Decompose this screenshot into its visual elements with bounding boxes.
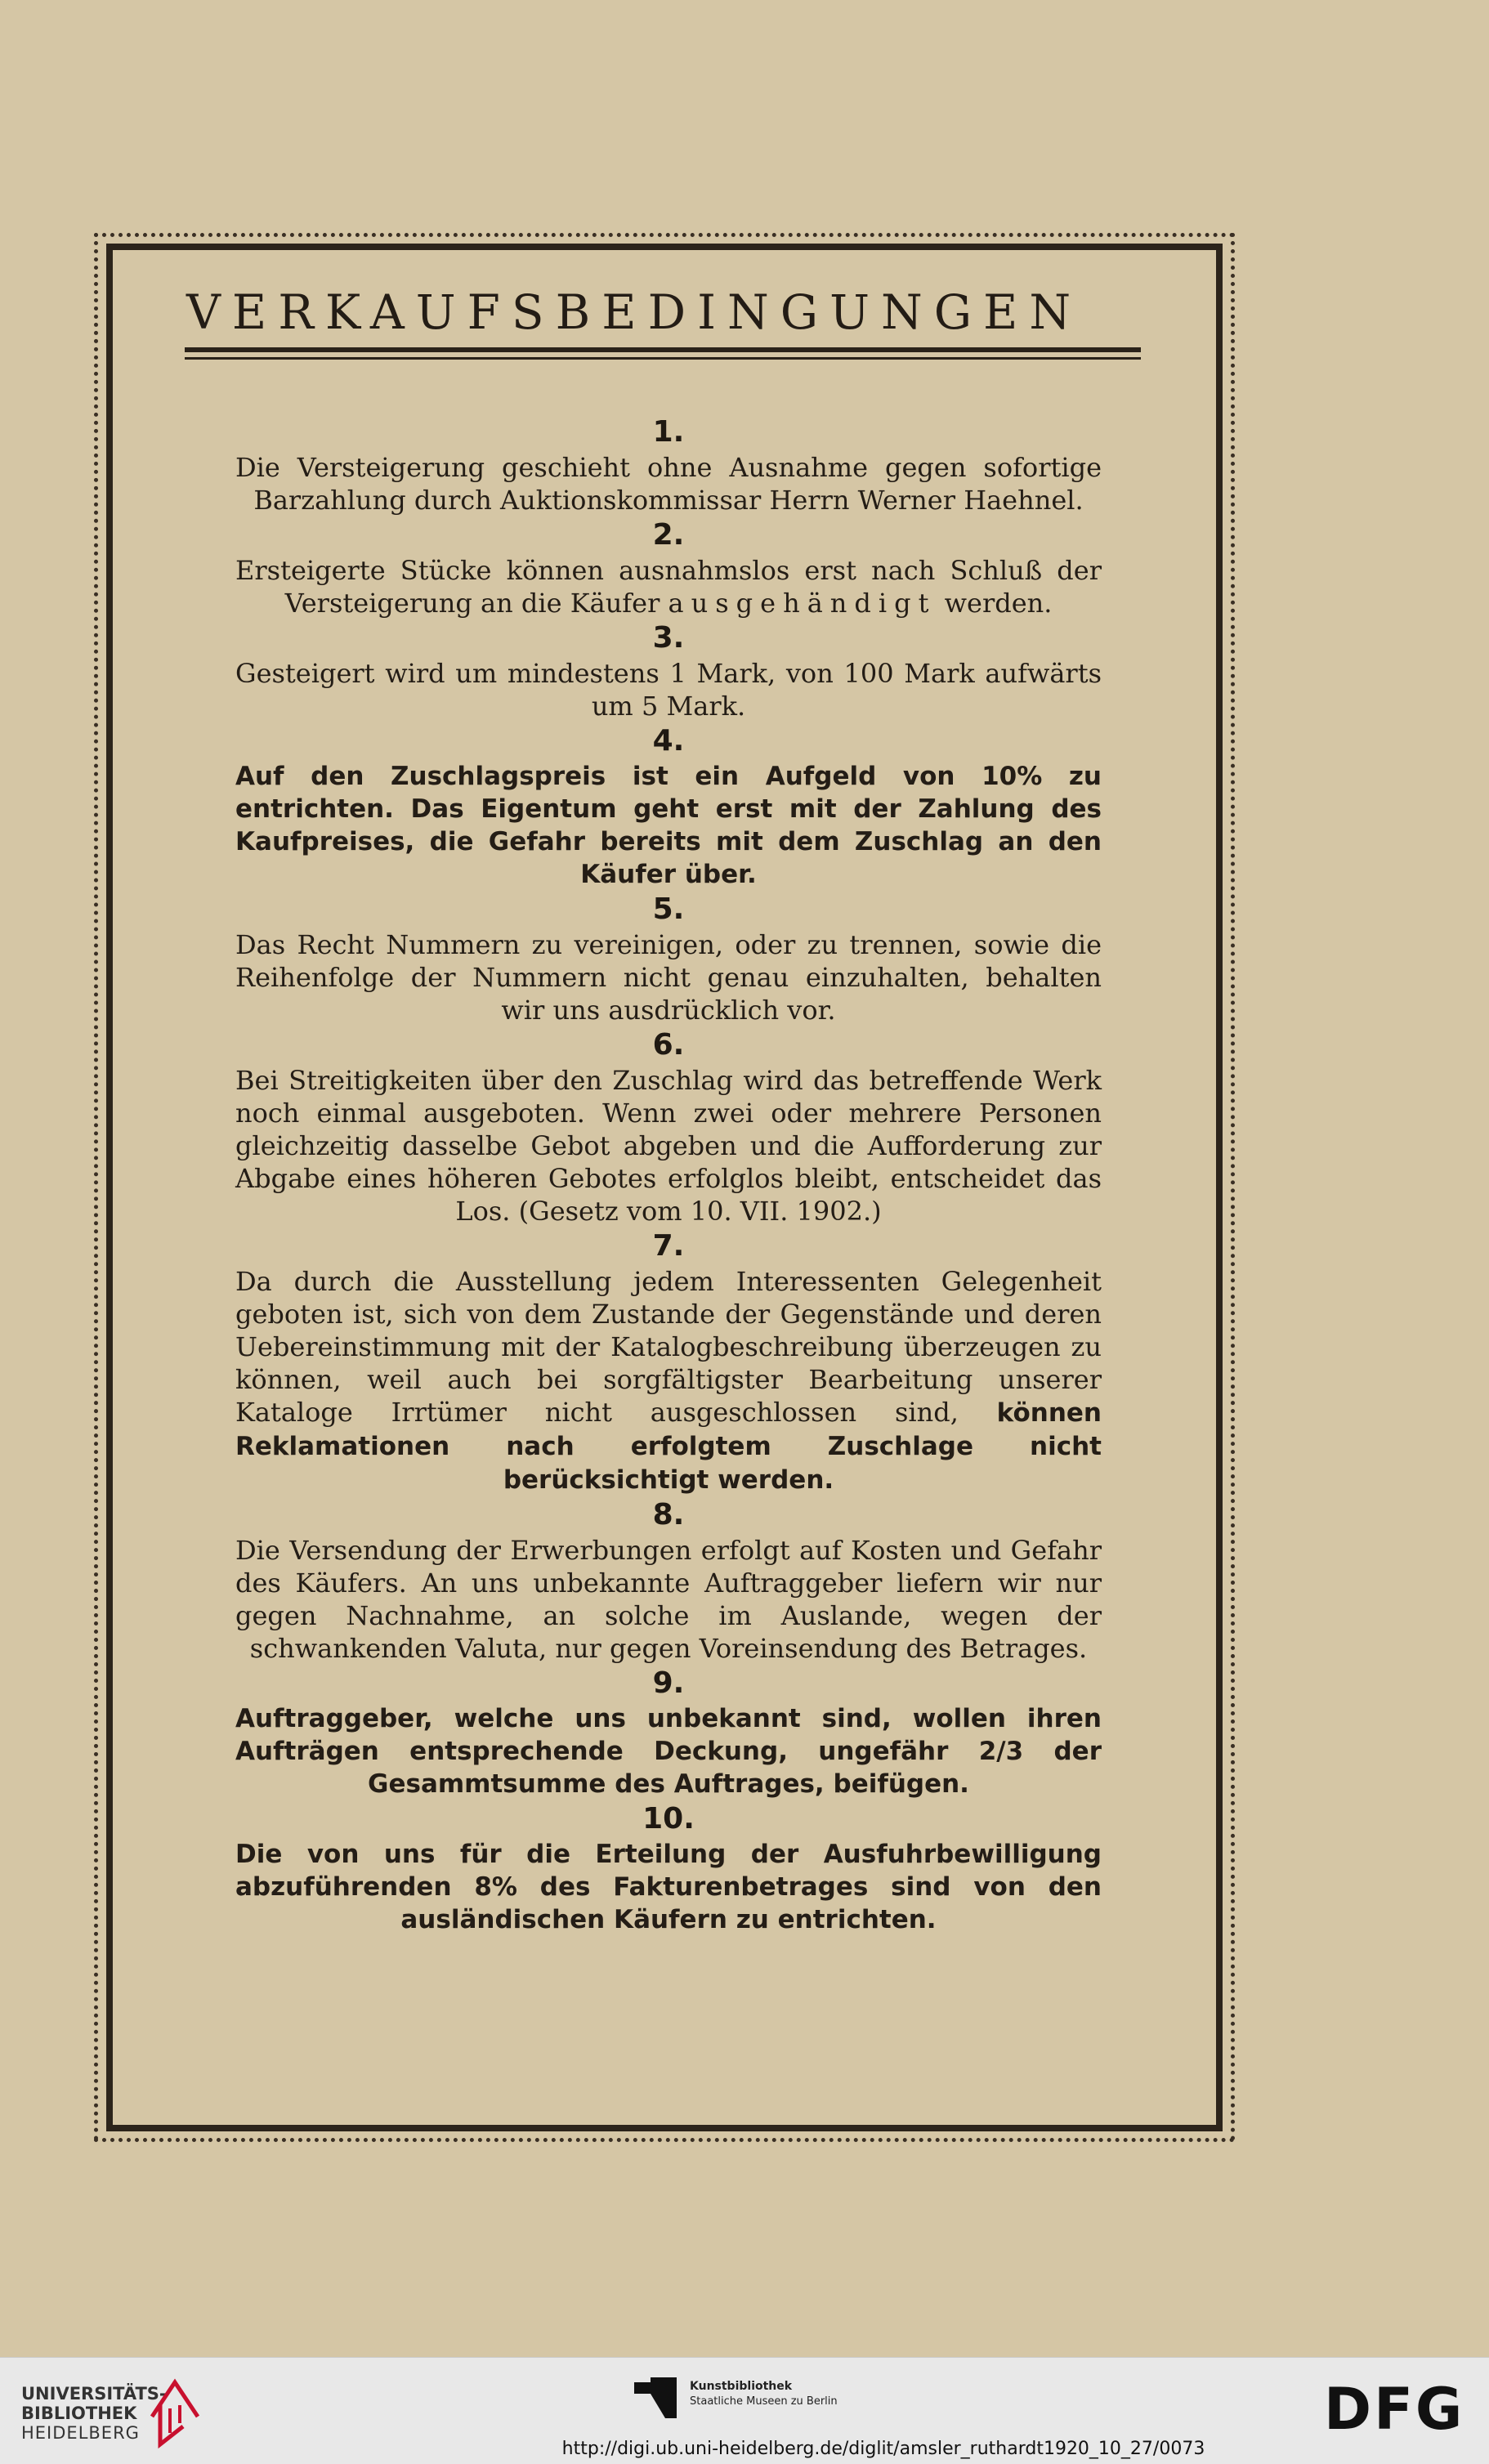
title-underline-thick [185,347,1141,352]
library-name-line: BIBLIOTHEK [21,2404,137,2423]
kunstbibliothek-logo-icon [634,2377,680,2422]
clause-8 [235,1496,1102,1665]
clause-number: 10. [642,1802,695,1836]
clause-text [235,1265,1102,1496]
clause-7 [235,1228,1102,1496]
viewer-footer [0,2357,1489,2464]
clause-text-spaced: ausgehändigt [668,588,937,619]
clause-5 [235,891,1102,1026]
clause-number: 6. [652,1028,685,1062]
conditions-list [235,414,1102,1936]
clause-text: Das Recht Nummern zu vereinigen, oder zu trennen, sowie die Reihenfolge der Nummern nicht genau einzuhalten, behalten wir uns ausdrücklich vor. [235,929,1102,1026]
title-underline-thin [185,357,1141,360]
clause-text: Die Versteigerung geschieht ohne Ausnahme gegen sofortige Barzahlung durch Auktionskommissar Herrn Werner Haehnel. [235,452,1102,516]
clause-text: Gesteigert wird um mindestens 1 Mark, von 100 Mark aufwärts um 5 Mark. [235,658,1102,722]
page-title: VERKAUFSBEDINGUNGEN [186,284,1083,340]
clause-number: 5. [652,892,685,926]
clause-number: 9. [652,1666,685,1700]
source-url[interactable] [0,2439,1489,2459]
clause-number: 2. [652,518,685,552]
clause-3 [235,619,1102,722]
clause-text-part: werden. [936,588,1053,619]
clause-number: 3. [652,621,685,655]
clause-9 [235,1665,1102,1800]
clause-text-part: Da durch die Ausstellung jedem Interessenten Gelegenheit geboten ist, sich von dem Zustande der Gegenstände und deren Uebereinstimmung mit der Katalogbeschreibung überzeugen zu können, weil auch bei sorgfältigster Bearbeitung unserer Kataloge Irrtümer nicht ausgeschlossen sind, [235,1266,1102,1428]
clause-text: Auf den Zuschlagspreis ist ein Aufgeld von 10% zu entrichten. Das Eigentum geht erst mit der Zahlung des Kaufpreises, die Gefahr bereits mit dem Zuschlag an den Käufer über. [235,762,1102,889]
clause-text-bold: können Reklamationen nach erfolgtem Zuschlage nicht berücksichtigt werden. [235,1398,1102,1495]
clause-text: Die von uns für die Erteilung der Ausfuhrbewilligung abzuführenden 8% des Fakturenbetrages sind von den ausländischen Käufern zu entrichten. [235,1840,1102,1934]
clause-text: Auftraggeber, welche uns unbekannt sind, wollen ihren Aufträgen entsprechende Deckung, ungefähr 2/3 der Gesammtsumme des Auftrages, beifügen. [235,1704,1102,1799]
clause-4 [235,722,1102,891]
clause-number: 4. [652,724,685,758]
dfg-logo: DFG [1324,2376,1465,2443]
clause-2 [235,517,1102,619]
clause-number: 1. [652,415,685,449]
kunstbibliothek-label [690,2379,838,2409]
heidelberg-library-logo[interactable] [21,2384,167,2443]
library-name-line: UNIVERSITÄTS- [21,2384,167,2404]
clause-text: Bei Streitigkeiten über den Zuschlag wird das betreffende Werk noch einmal ausgeboten. Wenn zwei oder mehrere Personen gleichzeitig dasselbe Gebot abgeben und die Aufforderung zur Abgabe eines höheren Gebotes erfolglos bleibt, entscheidet das Los. (Gesetz vom 10. VII. 1902.) [235,1065,1102,1227]
clause-number: 7. [652,1229,685,1263]
clause-10 [235,1800,1102,1936]
clause-number: 8. [652,1498,685,1532]
kunstbibliothek-subtitle: Staatliche Museen zu Berlin [690,2395,838,2408]
clause-text-part: Ersteigerte Stücke können ausnahmslos erst nach Schluß der Versteigerung an die Käufer [235,555,1102,619]
clause-1 [235,414,1102,517]
clause-text [235,554,1102,619]
kunstbibliothek-title: Kunstbibliothek [690,2380,793,2393]
clause-text: Die Versendung der Erwerbungen erfolgt auf Kosten und Gefahr des Käufers. An uns unbekannte Auftraggeber liefern wir nur gegen Nachnahme, an solche im Auslande, wegen der schwankenden Valuta, nur gegen Voreinsendung des Betrages. [235,1535,1102,1664]
clause-6 [235,1026,1102,1228]
library-name-line: HEIDELBERG [21,2423,140,2443]
source-url-text[interactable]: http://digi.ub.uni-heidelberg.de/diglit/amsler_ruthardt1920_10_27/0073 [561,2439,1205,2459]
